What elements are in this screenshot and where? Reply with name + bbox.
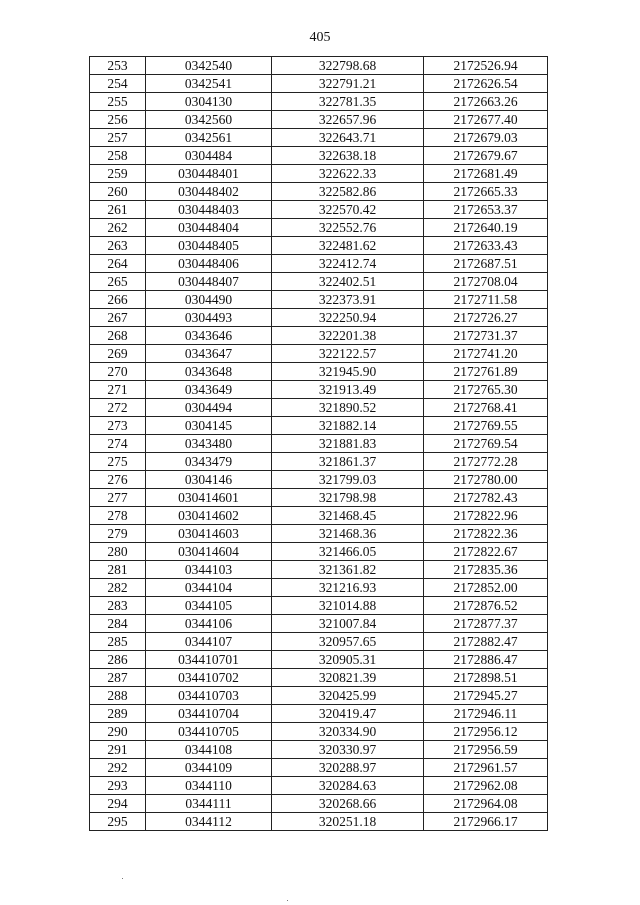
row-index-cell: 273 xyxy=(90,417,146,435)
point-code-cell: 0342540 xyxy=(146,57,272,75)
row-index-cell: 288 xyxy=(90,687,146,705)
table-row xyxy=(90,237,548,255)
x-coordinate-cell: 322643.71 xyxy=(272,129,424,147)
row-index-cell: 293 xyxy=(90,777,146,795)
x-coordinate-cell: 320268.66 xyxy=(272,795,424,813)
y-coordinate-cell: 2172663.26 xyxy=(424,93,548,111)
x-coordinate-cell: 320288.97 xyxy=(272,759,424,777)
x-coordinate-cell: 321890.52 xyxy=(272,399,424,417)
row-index-cell: 268 xyxy=(90,327,146,345)
point-code-cell: 030414601 xyxy=(146,489,272,507)
row-index-cell: 278 xyxy=(90,507,146,525)
table-row xyxy=(90,327,548,345)
y-coordinate-cell: 2172822.96 xyxy=(424,507,548,525)
y-coordinate-cell: 2172956.12 xyxy=(424,723,548,741)
y-coordinate-cell: 2172966.17 xyxy=(424,813,548,831)
table-row xyxy=(90,723,548,741)
y-coordinate-cell: 2172835.36 xyxy=(424,561,548,579)
y-coordinate-cell: 2172961.57 xyxy=(424,759,548,777)
row-index-cell: 261 xyxy=(90,201,146,219)
point-code-cell: 030448403 xyxy=(146,201,272,219)
y-coordinate-cell: 2172886.47 xyxy=(424,651,548,669)
table-row xyxy=(90,147,548,165)
row-index-cell: 257 xyxy=(90,129,146,147)
x-coordinate-cell: 320251.18 xyxy=(272,813,424,831)
x-coordinate-cell: 321798.98 xyxy=(272,489,424,507)
row-index-cell: 287 xyxy=(90,669,146,687)
point-code-cell: 0343646 xyxy=(146,327,272,345)
table-row xyxy=(90,345,548,363)
point-code-cell: 0343647 xyxy=(146,345,272,363)
point-code-cell: 034410703 xyxy=(146,687,272,705)
scan-speck xyxy=(287,900,288,901)
y-coordinate-cell: 2172768.41 xyxy=(424,399,548,417)
x-coordinate-cell: 320957.65 xyxy=(272,633,424,651)
point-code-cell: 0344105 xyxy=(146,597,272,615)
point-code-cell: 0304130 xyxy=(146,93,272,111)
point-code-cell: 0343648 xyxy=(146,363,272,381)
x-coordinate-cell: 320284.63 xyxy=(272,777,424,795)
y-coordinate-cell: 2172876.52 xyxy=(424,597,548,615)
point-code-cell: 0344106 xyxy=(146,615,272,633)
coordinates-table-body xyxy=(90,57,548,831)
x-coordinate-cell: 320821.39 xyxy=(272,669,424,687)
y-coordinate-cell: 2172677.40 xyxy=(424,111,548,129)
row-index-cell: 281 xyxy=(90,561,146,579)
y-coordinate-cell: 2172769.54 xyxy=(424,435,548,453)
point-code-cell: 0304493 xyxy=(146,309,272,327)
y-coordinate-cell: 2172653.37 xyxy=(424,201,548,219)
y-coordinate-cell: 2172946.11 xyxy=(424,705,548,723)
y-coordinate-cell: 2172681.49 xyxy=(424,165,548,183)
table-row xyxy=(90,651,548,669)
point-code-cell: 0342561 xyxy=(146,129,272,147)
y-coordinate-cell: 2172679.03 xyxy=(424,129,548,147)
y-coordinate-cell: 2172877.37 xyxy=(424,615,548,633)
row-index-cell: 280 xyxy=(90,543,146,561)
x-coordinate-cell: 321882.14 xyxy=(272,417,424,435)
row-index-cell: 266 xyxy=(90,291,146,309)
x-coordinate-cell: 322402.51 xyxy=(272,273,424,291)
y-coordinate-cell: 2172761.89 xyxy=(424,363,548,381)
y-coordinate-cell: 2172665.33 xyxy=(424,183,548,201)
x-coordinate-cell: 322552.76 xyxy=(272,219,424,237)
row-index-cell: 259 xyxy=(90,165,146,183)
table-row xyxy=(90,183,548,201)
y-coordinate-cell: 2172726.27 xyxy=(424,309,548,327)
y-coordinate-cell: 2172741.20 xyxy=(424,345,548,363)
table-row xyxy=(90,93,548,111)
x-coordinate-cell: 322570.42 xyxy=(272,201,424,219)
table-row xyxy=(90,561,548,579)
table-row xyxy=(90,165,548,183)
x-coordinate-cell: 322201.38 xyxy=(272,327,424,345)
x-coordinate-cell: 321468.45 xyxy=(272,507,424,525)
row-index-cell: 277 xyxy=(90,489,146,507)
point-code-cell: 0344107 xyxy=(146,633,272,651)
point-code-cell: 0304484 xyxy=(146,147,272,165)
table-row xyxy=(90,363,548,381)
y-coordinate-cell: 2172626.54 xyxy=(424,75,548,93)
point-code-cell: 0343480 xyxy=(146,435,272,453)
x-coordinate-cell: 320905.31 xyxy=(272,651,424,669)
row-index-cell: 256 xyxy=(90,111,146,129)
row-index-cell: 267 xyxy=(90,309,146,327)
row-index-cell: 276 xyxy=(90,471,146,489)
point-code-cell: 034410701 xyxy=(146,651,272,669)
table-row xyxy=(90,111,548,129)
x-coordinate-cell: 322798.68 xyxy=(272,57,424,75)
row-index-cell: 295 xyxy=(90,813,146,831)
x-coordinate-cell: 322791.21 xyxy=(272,75,424,93)
row-index-cell: 285 xyxy=(90,633,146,651)
point-code-cell: 0342541 xyxy=(146,75,272,93)
x-coordinate-cell: 322122.57 xyxy=(272,345,424,363)
x-coordinate-cell: 322638.18 xyxy=(272,147,424,165)
table-row xyxy=(90,615,548,633)
row-index-cell: 294 xyxy=(90,795,146,813)
y-coordinate-cell: 2172731.37 xyxy=(424,327,548,345)
y-coordinate-cell: 2172772.28 xyxy=(424,453,548,471)
x-coordinate-cell: 320334.90 xyxy=(272,723,424,741)
point-code-cell: 030448406 xyxy=(146,255,272,273)
row-index-cell: 254 xyxy=(90,75,146,93)
y-coordinate-cell: 2172711.58 xyxy=(424,291,548,309)
point-code-cell: 030414604 xyxy=(146,543,272,561)
table-row xyxy=(90,291,548,309)
y-coordinate-cell: 2172765.30 xyxy=(424,381,548,399)
x-coordinate-cell: 322412.74 xyxy=(272,255,424,273)
x-coordinate-cell: 322657.96 xyxy=(272,111,424,129)
page-number: 405 xyxy=(309,30,331,45)
point-code-cell: 030448405 xyxy=(146,237,272,255)
table-row xyxy=(90,507,548,525)
row-index-cell: 290 xyxy=(90,723,146,741)
table-row xyxy=(90,309,548,327)
y-coordinate-cell: 2172964.08 xyxy=(424,795,548,813)
point-code-cell: 0304145 xyxy=(146,417,272,435)
point-code-cell: 034410705 xyxy=(146,723,272,741)
row-index-cell: 260 xyxy=(90,183,146,201)
y-coordinate-cell: 2172945.27 xyxy=(424,687,548,705)
table-row xyxy=(90,129,548,147)
point-code-cell: 030448404 xyxy=(146,219,272,237)
x-coordinate-cell: 321799.03 xyxy=(272,471,424,489)
x-coordinate-cell: 322781.35 xyxy=(272,93,424,111)
point-code-cell: 030448402 xyxy=(146,183,272,201)
row-index-cell: 262 xyxy=(90,219,146,237)
point-code-cell: 034410702 xyxy=(146,669,272,687)
point-code-cell: 0304490 xyxy=(146,291,272,309)
scan-speck xyxy=(122,878,123,879)
y-coordinate-cell: 2172687.51 xyxy=(424,255,548,273)
row-index-cell: 283 xyxy=(90,597,146,615)
table-row xyxy=(90,759,548,777)
point-code-cell: 0344110 xyxy=(146,777,272,795)
table-row xyxy=(90,741,548,759)
point-code-cell: 0344108 xyxy=(146,741,272,759)
table-row xyxy=(90,597,548,615)
table-row xyxy=(90,489,548,507)
table-row xyxy=(90,705,548,723)
x-coordinate-cell: 321014.88 xyxy=(272,597,424,615)
table-row xyxy=(90,57,548,75)
point-code-cell: 034410704 xyxy=(146,705,272,723)
row-index-cell: 282 xyxy=(90,579,146,597)
point-code-cell: 030414602 xyxy=(146,507,272,525)
table-row xyxy=(90,453,548,471)
table-row xyxy=(90,201,548,219)
x-coordinate-cell: 322250.94 xyxy=(272,309,424,327)
x-coordinate-cell: 320425.99 xyxy=(272,687,424,705)
row-index-cell: 274 xyxy=(90,435,146,453)
table-row xyxy=(90,273,548,291)
y-coordinate-cell: 2172679.67 xyxy=(424,147,548,165)
y-coordinate-cell: 2172822.36 xyxy=(424,525,548,543)
point-code-cell: 0344103 xyxy=(146,561,272,579)
row-index-cell: 270 xyxy=(90,363,146,381)
row-index-cell: 271 xyxy=(90,381,146,399)
point-code-cell: 0344109 xyxy=(146,759,272,777)
table-row xyxy=(90,75,548,93)
table-row xyxy=(90,543,548,561)
table-row xyxy=(90,669,548,687)
row-index-cell: 264 xyxy=(90,255,146,273)
point-code-cell: 0342560 xyxy=(146,111,272,129)
table-row xyxy=(90,687,548,705)
y-coordinate-cell: 2172962.08 xyxy=(424,777,548,795)
coordinates-table xyxy=(89,56,548,831)
row-index-cell: 284 xyxy=(90,615,146,633)
y-coordinate-cell: 2172822.67 xyxy=(424,543,548,561)
row-index-cell: 258 xyxy=(90,147,146,165)
row-index-cell: 269 xyxy=(90,345,146,363)
row-index-cell: 291 xyxy=(90,741,146,759)
row-index-cell: 275 xyxy=(90,453,146,471)
table-row xyxy=(90,525,548,543)
x-coordinate-cell: 321007.84 xyxy=(272,615,424,633)
table-row xyxy=(90,777,548,795)
x-coordinate-cell: 320330.97 xyxy=(272,741,424,759)
point-code-cell: 030448407 xyxy=(146,273,272,291)
table-row xyxy=(90,813,548,831)
point-code-cell: 0304494 xyxy=(146,399,272,417)
x-coordinate-cell: 321881.83 xyxy=(272,435,424,453)
row-index-cell: 286 xyxy=(90,651,146,669)
point-code-cell: 0304146 xyxy=(146,471,272,489)
point-code-cell: 030414603 xyxy=(146,525,272,543)
y-coordinate-cell: 2172898.51 xyxy=(424,669,548,687)
row-index-cell: 272 xyxy=(90,399,146,417)
table-row xyxy=(90,417,548,435)
x-coordinate-cell: 322481.62 xyxy=(272,237,424,255)
x-coordinate-cell: 321216.93 xyxy=(272,579,424,597)
y-coordinate-cell: 2172633.43 xyxy=(424,237,548,255)
y-coordinate-cell: 2172956.59 xyxy=(424,741,548,759)
y-coordinate-cell: 2172708.04 xyxy=(424,273,548,291)
table-row xyxy=(90,471,548,489)
y-coordinate-cell: 2172780.00 xyxy=(424,471,548,489)
table-row xyxy=(90,795,548,813)
point-code-cell: 0344104 xyxy=(146,579,272,597)
point-code-cell: 0344112 xyxy=(146,813,272,831)
x-coordinate-cell: 322582.86 xyxy=(272,183,424,201)
table-row xyxy=(90,399,548,417)
row-index-cell: 263 xyxy=(90,237,146,255)
x-coordinate-cell: 321861.37 xyxy=(272,453,424,471)
point-code-cell: 0343649 xyxy=(146,381,272,399)
x-coordinate-cell: 321945.90 xyxy=(272,363,424,381)
x-coordinate-cell: 321468.36 xyxy=(272,525,424,543)
table-row xyxy=(90,219,548,237)
table-row xyxy=(90,435,548,453)
x-coordinate-cell: 322373.91 xyxy=(272,291,424,309)
row-index-cell: 289 xyxy=(90,705,146,723)
row-index-cell: 255 xyxy=(90,93,146,111)
table-row xyxy=(90,579,548,597)
row-index-cell: 292 xyxy=(90,759,146,777)
x-coordinate-cell: 322622.33 xyxy=(272,165,424,183)
point-code-cell: 0343479 xyxy=(146,453,272,471)
x-coordinate-cell: 321361.82 xyxy=(272,561,424,579)
table-row xyxy=(90,255,548,273)
point-code-cell: 030448401 xyxy=(146,165,272,183)
row-index-cell: 279 xyxy=(90,525,146,543)
row-index-cell: 265 xyxy=(90,273,146,291)
x-coordinate-cell: 320419.47 xyxy=(272,705,424,723)
y-coordinate-cell: 2172852.00 xyxy=(424,579,548,597)
x-coordinate-cell: 321913.49 xyxy=(272,381,424,399)
y-coordinate-cell: 2172640.19 xyxy=(424,219,548,237)
point-code-cell: 0344111 xyxy=(146,795,272,813)
row-index-cell: 253 xyxy=(90,57,146,75)
table-row xyxy=(90,633,548,651)
y-coordinate-cell: 2172526.94 xyxy=(424,57,548,75)
y-coordinate-cell: 2172882.47 xyxy=(424,633,548,651)
y-coordinate-cell: 2172769.55 xyxy=(424,417,548,435)
x-coordinate-cell: 321466.05 xyxy=(272,543,424,561)
table-row xyxy=(90,381,548,399)
y-coordinate-cell: 2172782.43 xyxy=(424,489,548,507)
